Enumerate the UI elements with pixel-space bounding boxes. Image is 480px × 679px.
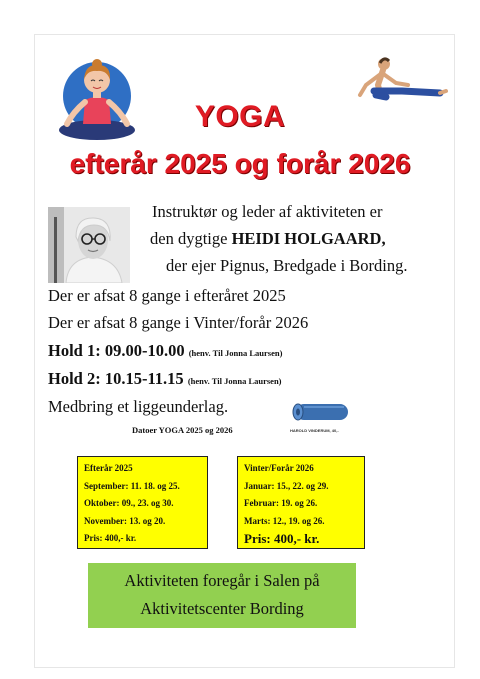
spring-row: Februar: 19. og 26. bbox=[244, 498, 318, 508]
hold-2 bbox=[48, 369, 282, 389]
poster-subtitle: efterår 2025 og forår 2026 bbox=[69, 148, 411, 179]
mat-caption: HAROLD VINDERUM, 40,- bbox=[290, 428, 339, 433]
hold-1 bbox=[48, 341, 282, 361]
location-line-1: Aktiviteten foregår i Salen på bbox=[124, 571, 320, 590]
autumn-price: Pris: 400,- kr. bbox=[84, 533, 137, 543]
stretching-man-illustration bbox=[352, 55, 452, 105]
poster-title: YOGA bbox=[194, 100, 286, 133]
location-line-2: Aktivitetscenter Bording bbox=[140, 599, 304, 618]
spring-dates-box bbox=[237, 456, 365, 549]
hold-2-note: (henv. Til Jonna Laursen) bbox=[187, 376, 282, 386]
autumn-row: November: 13. og 20. bbox=[84, 515, 166, 526]
sessions-autumn: Der er afsat 8 gange i efteråret 2025 bbox=[48, 286, 286, 305]
autumn-row: September: 11. 18. og 25. bbox=[84, 480, 180, 491]
bring-mat-text: Medbring et liggeunderlag. bbox=[48, 397, 229, 416]
spring-row: Januar: 15., 22. og 29. bbox=[244, 480, 329, 491]
spring-heading: Vinter/Forår 2026 bbox=[244, 463, 314, 473]
hold-1-label: Hold 1: 09.00-10.00 bbox=[48, 341, 185, 360]
hold-1-note: (henv. Til Jonna Laursen) bbox=[188, 348, 283, 358]
autumn-heading: Efterår 2025 bbox=[84, 463, 133, 473]
intro-line-1: Instruktør og leder af aktiviteten er bbox=[152, 202, 383, 221]
intro-line-3: der ejer Pignus, Bredgade i Bording. bbox=[166, 256, 408, 275]
autumn-row: Oktober: 09., 23. og 30. bbox=[84, 498, 174, 508]
intro-line-2-prefix: den dygtige bbox=[150, 229, 232, 248]
yoga-mat-illustration bbox=[290, 398, 352, 424]
instructor-name: HEIDI HOLGAARD, bbox=[231, 229, 386, 248]
sessions-spring: Der er afsat 8 gange i Vinter/forår 2026 bbox=[48, 313, 309, 332]
intro-line-2 bbox=[150, 225, 460, 252]
location-banner bbox=[88, 563, 356, 628]
spring-row: Marts: 12., 19. og 26. bbox=[244, 515, 325, 526]
dates-caption: Datoer YOGA 2025 og 2026 bbox=[132, 425, 233, 435]
autumn-dates-box bbox=[77, 456, 208, 549]
instructor-photo bbox=[48, 207, 130, 283]
spring-price: Pris: 400,- kr. bbox=[244, 531, 320, 546]
hold-2-label: Hold 2: 10.15-11.15 bbox=[48, 369, 184, 388]
intro-text bbox=[150, 198, 460, 279]
